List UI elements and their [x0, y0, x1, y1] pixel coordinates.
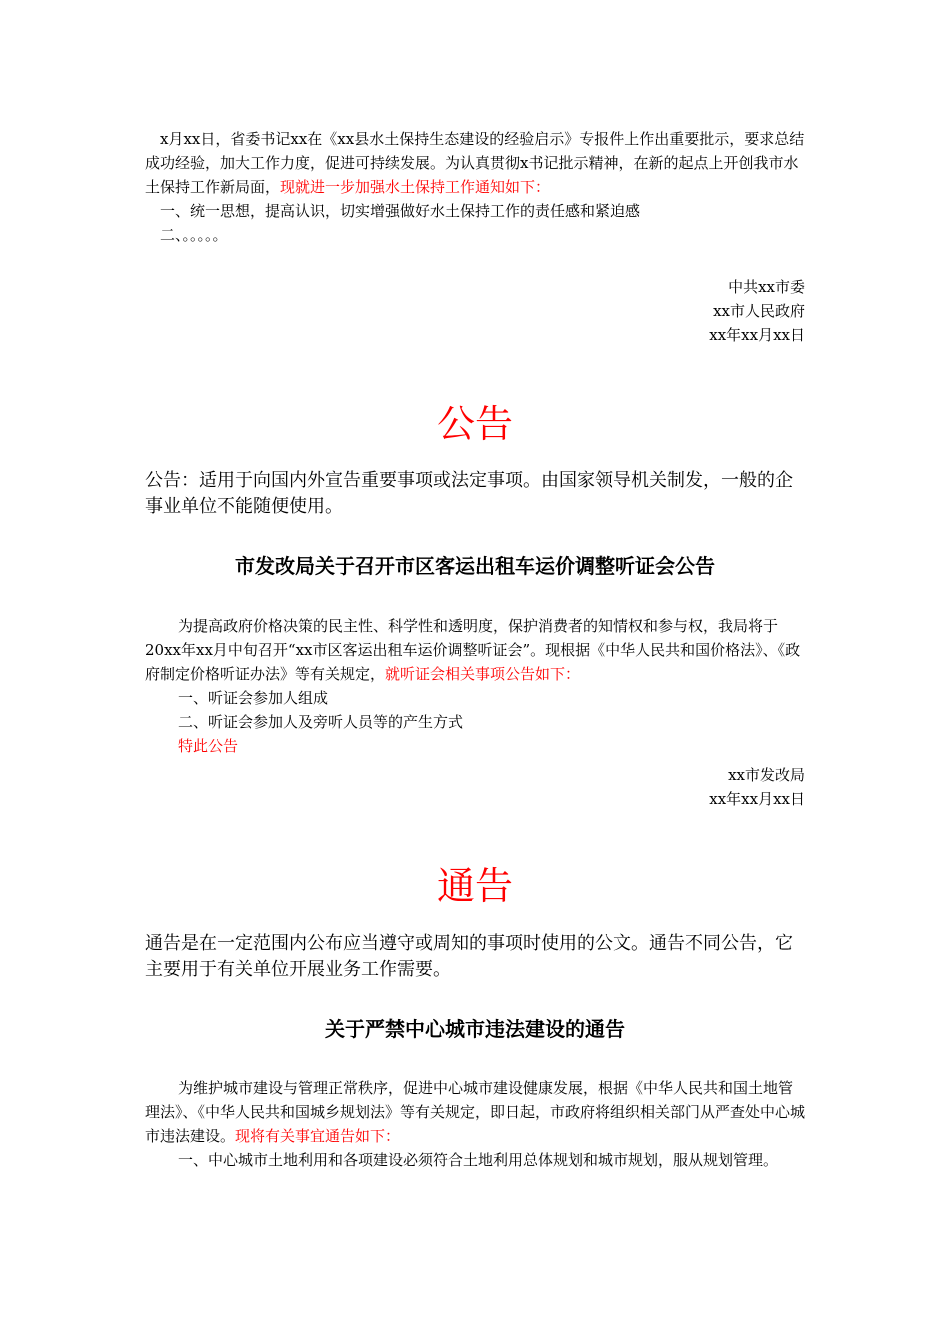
- gonggao-example-title: 市发改局关于召开市区客运出租车运价调整听证会公告: [235, 554, 715, 578]
- gonggao-closing: 特此公告: [178, 737, 239, 755]
- gonggao-item-2: 二、听证会参加人及旁听人员等的产生方式: [178, 713, 464, 731]
- gonggao-definition: 公告：适用于向国内外宣告重要事项或法定事项。由国家领导机关制发，一般的企事业单位不能随便使用。: [145, 470, 793, 517]
- notice-signer-2: xx市人民政府: [713, 302, 805, 320]
- notice-item-2: 二、。。。。。: [160, 226, 228, 244]
- notice-signer-1: 中共xx市委: [728, 278, 805, 296]
- gonggao-signer: xx市发改局: [728, 766, 805, 784]
- notice-body-highlight: 现就进一步加强水土保持工作通知如下：: [280, 178, 551, 196]
- gonggao-body-highlight: 就听证会相关事项公告如下：: [385, 665, 581, 683]
- tonggao-definition-block: [145, 931, 805, 983]
- notice-paragraph: [145, 127, 805, 199]
- notice-letter: [145, 127, 805, 247]
- gonggao-item-1: 一、听证会参加人组成: [178, 689, 329, 707]
- gonggao-signature: [145, 763, 805, 811]
- tonggao-example-body: [145, 1076, 805, 1172]
- tonggao-body-highlight: 现将有关事宜通告如下：: [235, 1127, 401, 1145]
- tonggao-example-title: 关于严禁中心城市违法建设的通告: [325, 1017, 625, 1041]
- tonggao-body-text: 为维护城市建设与管理正常秩序，促进中心城市建设健康发展，根据《中华人民共和国土地管理法》、《中华人民共和国城乡规划法》等有关规定，即日起，市政府将组织相关部门从严查处中心城市违法建设。: [145, 1079, 806, 1145]
- gonggao-example-body: [145, 614, 805, 758]
- gonggao-definition-block: [145, 468, 805, 520]
- gonggao-paragraph: [145, 614, 805, 686]
- notice-signature: [145, 275, 805, 347]
- tonggao-heading: 通告: [436, 864, 513, 908]
- notice-item-1: 一、统一思想，提高认识，切实增强做好水土保持工作的责任感和紧迫感: [160, 202, 641, 220]
- notice-body-text: x月xx日，省委书记xx在《xx县水土保持生态建设的经验启示》专报件上作出重要批示，要求总结成功经验，加大工作力度，促进可持续发展。为认真贯彻x书记批示精神，在新的起点上开创我市水土保持工作新局面，: [145, 130, 805, 196]
- tonggao-paragraph: [145, 1076, 805, 1148]
- tonggao-item-1: 一、中心城市土地利用和各项建设必须符合土地利用总体规划和城市规划，服从规划管理。: [178, 1151, 779, 1169]
- notice-date: xx年xx月xx日: [709, 326, 805, 344]
- gonggao-body-text: 为提高政府价格决策的民主性、科学性和透明度，保护消费者的知情权和参与权，我局将于20xx年xx月中旬召开“xx市区客运出租车运价调整听证会”。现根据《中华人民共和国价格法》、《政府制定价格听证办法》等有关规定，: [145, 617, 801, 683]
- gonggao-heading: 公告: [436, 402, 513, 446]
- tonggao-definition: 通告是在一定范围内公布应当遵守或周知的事项时使用的公文。通告不同公告，它主要用于有关单位开展业务工作需要。: [145, 933, 793, 980]
- gonggao-date: xx年xx月xx日: [709, 790, 805, 808]
